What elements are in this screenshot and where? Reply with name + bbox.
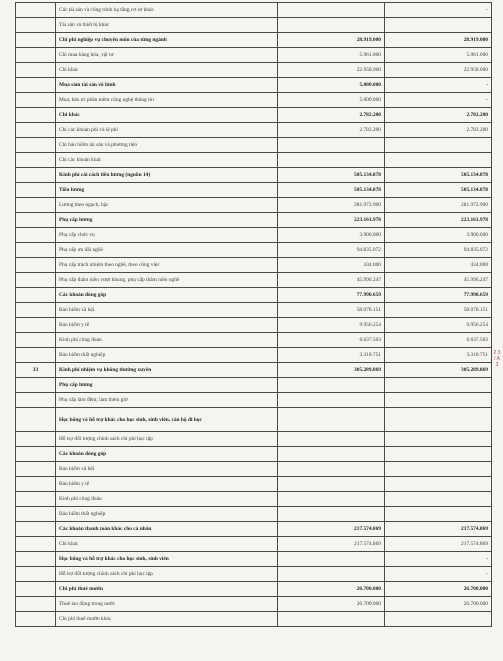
row-label-cell: Chi phí thuê mướn khác	[56, 612, 278, 627]
actual-value-cell	[385, 153, 492, 168]
table-row	[16, 363, 492, 378]
table-row	[16, 258, 492, 273]
budget-table	[15, 2, 492, 627]
row-label-cell: Chi mua hàng hóa, vật tư	[56, 48, 278, 63]
row-number-cell	[16, 198, 56, 213]
row-number-cell	[16, 48, 56, 63]
estimate-value-cell: 5.961.000	[278, 48, 385, 63]
estimate-value-cell	[278, 612, 385, 627]
estimate-value-cell: 223.161.978	[278, 213, 385, 228]
row-number-cell	[16, 258, 56, 273]
table-row	[16, 138, 492, 153]
actual-value-cell: 58.078.151	[385, 303, 492, 318]
row-number-cell	[16, 108, 56, 123]
row-number-cell	[16, 552, 56, 567]
table-row	[16, 93, 492, 108]
row-label-cell: Các khoản đóng góp	[56, 447, 278, 462]
row-label-cell: Phụ cấp lương	[56, 378, 278, 393]
table-row	[16, 303, 492, 318]
estimate-value-cell: 2.782.200	[278, 108, 385, 123]
table-row	[16, 567, 492, 582]
actual-value-cell: -	[385, 93, 492, 108]
row-label-cell: Hỗ trợ đối tượng chính sách chi phí học tập	[56, 432, 278, 447]
row-label-cell: Các khoản thanh toán khác cho cá nhân	[56, 522, 278, 537]
estimate-value-cell: 6.637.503	[278, 333, 385, 348]
row-label-cell: Chi khác	[56, 108, 278, 123]
estimate-value-cell: 22.958.000	[278, 63, 385, 78]
row-number-cell	[16, 243, 56, 258]
table-row	[16, 168, 492, 183]
estimate-value-cell	[278, 408, 385, 432]
row-number-cell	[16, 18, 56, 33]
row-label-cell: Lương theo ngạch, bậc	[56, 198, 278, 213]
estimate-value-cell: 505.134.878	[278, 168, 385, 183]
row-number-cell	[16, 303, 56, 318]
row-label-cell: Bảo hiểm xã hội	[56, 303, 278, 318]
estimate-value-cell: 28.919.000	[278, 33, 385, 48]
estimate-value-cell: 9.956.254	[278, 318, 385, 333]
actual-value-cell: 45.996.247	[385, 273, 492, 288]
row-label-cell: Kinh phí nhiệm vụ không thường xuyên	[56, 363, 278, 378]
table-row	[16, 288, 492, 303]
row-number-cell	[16, 3, 56, 18]
row-number-cell	[16, 348, 56, 363]
estimate-value-cell: 45.996.247	[278, 273, 385, 288]
row-number-cell	[16, 597, 56, 612]
estimate-value-cell	[278, 432, 385, 447]
actual-value-cell: -	[385, 3, 492, 18]
row-number-cell	[16, 537, 56, 552]
row-number-cell	[16, 378, 56, 393]
row-label-cell: Chi các khoản khác	[56, 153, 278, 168]
row-number-cell	[16, 33, 56, 48]
row-number-cell	[16, 432, 56, 447]
row-label-cell: Phụ cấp lương	[56, 213, 278, 228]
row-number-cell	[16, 408, 56, 432]
estimate-value-cell	[278, 492, 385, 507]
estimate-value-cell	[278, 507, 385, 522]
estimate-value-cell: 305.289.869	[278, 363, 385, 378]
actual-value-cell	[385, 462, 492, 477]
estimate-value-cell: 434.000	[278, 258, 385, 273]
row-label-cell: Bảo hiểm thất nghiệp	[56, 507, 278, 522]
table-row	[16, 393, 492, 408]
estimate-value-cell: 58.078.151	[278, 303, 385, 318]
estimate-value-cell: 26.700.000	[278, 597, 385, 612]
actual-value-cell: -	[385, 567, 492, 582]
estimate-value-cell: 2.782.200	[278, 123, 385, 138]
row-label-cell: Các tài sản và công trình hạ tầng cơ sở khác	[56, 3, 278, 18]
row-label-cell: Chi các khoản phí và lệ phí	[56, 123, 278, 138]
row-number-cell	[16, 288, 56, 303]
actual-value-cell: 5.961.000	[385, 48, 492, 63]
row-label-cell: Hỗ trợ đối tượng chính sách chi phí học tập	[56, 567, 278, 582]
row-label-cell: Bảo hiểm y tế	[56, 477, 278, 492]
row-label-cell: Kinh phí công đoàn	[56, 492, 278, 507]
actual-value-cell: 217.574.869	[385, 537, 492, 552]
actual-value-cell: 28.919.000	[385, 33, 492, 48]
row-number-cell: 33	[16, 363, 56, 378]
table-row	[16, 477, 492, 492]
row-number-cell	[16, 318, 56, 333]
row-number-cell	[16, 567, 56, 582]
actual-value-cell: 434.000	[385, 258, 492, 273]
row-label-cell: Mua, bảo trì phần mềm công nghệ thông tin	[56, 93, 278, 108]
table-row	[16, 63, 492, 78]
actual-value-cell: 6.637.503	[385, 333, 492, 348]
estimate-value-cell: 217.574.869	[278, 522, 385, 537]
row-number-cell	[16, 138, 56, 153]
table-row	[16, 597, 492, 612]
estimate-value-cell: 3.318.751	[278, 348, 385, 363]
actual-value-cell: 9.956.254	[385, 318, 492, 333]
row-number-cell	[16, 507, 56, 522]
actual-value-cell	[385, 447, 492, 462]
row-number-cell	[16, 63, 56, 78]
estimate-value-cell: 26.700.000	[278, 582, 385, 597]
table-row	[16, 318, 492, 333]
table-row	[16, 447, 492, 462]
estimate-value-cell	[278, 447, 385, 462]
estimate-value-cell	[278, 462, 385, 477]
row-number-cell	[16, 612, 56, 627]
actual-value-cell: 223.161.978	[385, 213, 492, 228]
table-row	[16, 432, 492, 447]
table-row	[16, 123, 492, 138]
actual-value-cell: 2.782.200	[385, 123, 492, 138]
estimate-value-cell: 505.134.878	[278, 183, 385, 198]
actual-value-cell: 3.318.751	[385, 348, 492, 363]
row-label-cell: Phụ cấp thâm niên vượt khung, phụ cấp thâm niên nghề	[56, 273, 278, 288]
actual-value-cell: 505.134.878	[385, 168, 492, 183]
row-label-cell: Tài sản và thiết bị khác	[56, 18, 278, 33]
table-row	[16, 492, 492, 507]
row-label-cell: Chi bảo hiểm tài sản và phương tiện	[56, 138, 278, 153]
actual-value-cell	[385, 477, 492, 492]
row-label-cell: Kinh phí công đoàn	[56, 333, 278, 348]
table-row	[16, 33, 492, 48]
table-row	[16, 582, 492, 597]
actual-value-cell: 26.700.000	[385, 582, 492, 597]
row-label-cell: Chi phí thuê mướn	[56, 582, 278, 597]
estimate-value-cell: 281.972.900	[278, 198, 385, 213]
actual-value-cell: 217.574.869	[385, 522, 492, 537]
row-label-cell: Bảo hiểm y tế	[56, 318, 278, 333]
row-number-cell	[16, 153, 56, 168]
row-label-cell: Phụ cấp chức vụ	[56, 228, 278, 243]
actual-value-cell	[385, 408, 492, 432]
actual-value-cell: 2.782.200	[385, 108, 492, 123]
row-label-cell: Phụ cấp làm đêm; làm thêm giờ	[56, 393, 278, 408]
estimate-value-cell: 77.990.659	[278, 288, 385, 303]
budget-table-body	[16, 3, 492, 627]
actual-value-cell: -	[385, 78, 492, 93]
actual-value-cell: 26.700.000	[385, 597, 492, 612]
row-label-cell: Các khoản đóng góp	[56, 288, 278, 303]
table-row	[16, 408, 492, 432]
table-row	[16, 522, 492, 537]
row-label-cell: Chi khác	[56, 537, 278, 552]
row-number-cell	[16, 447, 56, 462]
row-label-cell: Học bổng và hỗ trợ khác cho học sinh, sinh viên	[56, 552, 278, 567]
row-label-cell: Mua sắm tài sản vô hình	[56, 78, 278, 93]
table-row	[16, 612, 492, 627]
row-label-cell: Chi khác	[56, 63, 278, 78]
row-label-cell: Kinh phí cải cách tiền lương (nguồn 14)	[56, 168, 278, 183]
row-label-cell: Bảo hiểm xã hội	[56, 462, 278, 477]
estimate-value-cell	[278, 153, 385, 168]
row-number-cell	[16, 93, 56, 108]
actual-value-cell: 281.972.900	[385, 198, 492, 213]
row-number-cell	[16, 183, 56, 198]
row-label-cell: Phụ cấp ưu đãi nghề	[56, 243, 278, 258]
actual-value-cell: 77.990.659	[385, 288, 492, 303]
row-label-cell: Bảo hiểm thất nghiệp	[56, 348, 278, 363]
table-row	[16, 348, 492, 363]
estimate-value-cell: 5.000.000	[278, 93, 385, 108]
row-number-cell	[16, 333, 56, 348]
table-row	[16, 273, 492, 288]
actual-value-cell: -	[385, 552, 492, 567]
actual-value-cell	[385, 138, 492, 153]
table-row	[16, 48, 492, 63]
estimate-value-cell	[278, 3, 385, 18]
row-number-cell	[16, 492, 56, 507]
estimate-value-cell	[278, 378, 385, 393]
table-row	[16, 333, 492, 348]
estimate-value-cell	[278, 393, 385, 408]
table-row	[16, 3, 492, 18]
row-label-cell: Chi phí nghiệp vụ chuyên môn của từng ngành	[56, 33, 278, 48]
row-number-cell	[16, 582, 56, 597]
table-row	[16, 243, 492, 258]
table-row	[16, 462, 492, 477]
actual-value-cell	[385, 432, 492, 447]
actual-value-cell: 22.958.000	[385, 63, 492, 78]
actual-value-cell	[385, 18, 492, 33]
table-row	[16, 198, 492, 213]
row-label-cell: Tiền lương	[56, 183, 278, 198]
table-row	[16, 78, 492, 93]
estimate-value-cell	[278, 477, 385, 492]
actual-value-cell	[385, 393, 492, 408]
actual-value-cell	[385, 612, 492, 627]
actual-value-cell: 505.134.878	[385, 183, 492, 198]
table-row	[16, 537, 492, 552]
row-label-cell: Thuê lao động trong nước	[56, 597, 278, 612]
table-row	[16, 552, 492, 567]
table-row	[16, 213, 492, 228]
estimate-value-cell	[278, 18, 385, 33]
row-number-cell	[16, 123, 56, 138]
actual-value-cell: 305.289.869	[385, 363, 492, 378]
margin-stamp: 2 3 / A 3	[493, 350, 501, 368]
table-row	[16, 228, 492, 243]
row-number-cell	[16, 477, 56, 492]
estimate-value-cell	[278, 138, 385, 153]
estimate-value-cell: 5.000.000	[278, 78, 385, 93]
table-row	[16, 378, 492, 393]
row-number-cell	[16, 462, 56, 477]
row-label-cell: Phụ cấp trách nhiệm theo nghề, theo công việc	[56, 258, 278, 273]
estimate-value-cell	[278, 567, 385, 582]
table-row	[16, 153, 492, 168]
actual-value-cell	[385, 378, 492, 393]
row-label-cell: Học bổng và hỗ trợ khác cho học sinh, sinh viên, cán bộ đi học	[56, 408, 278, 432]
row-number-cell	[16, 168, 56, 183]
row-number-cell	[16, 273, 56, 288]
row-number-cell	[16, 393, 56, 408]
estimate-value-cell	[278, 552, 385, 567]
table-row	[16, 18, 492, 33]
table-row	[16, 507, 492, 522]
actual-value-cell: 3.906.000	[385, 228, 492, 243]
actual-value-cell	[385, 507, 492, 522]
table-row	[16, 108, 492, 123]
estimate-value-cell: 3.906.000	[278, 228, 385, 243]
row-number-cell	[16, 522, 56, 537]
row-number-cell	[16, 213, 56, 228]
row-number-cell	[16, 228, 56, 243]
actual-value-cell	[385, 492, 492, 507]
row-number-cell	[16, 78, 56, 93]
table-row	[16, 183, 492, 198]
actual-value-cell: 94.835.072	[385, 243, 492, 258]
estimate-value-cell: 94.835.072	[278, 243, 385, 258]
estimate-value-cell: 217.574.869	[278, 537, 385, 552]
